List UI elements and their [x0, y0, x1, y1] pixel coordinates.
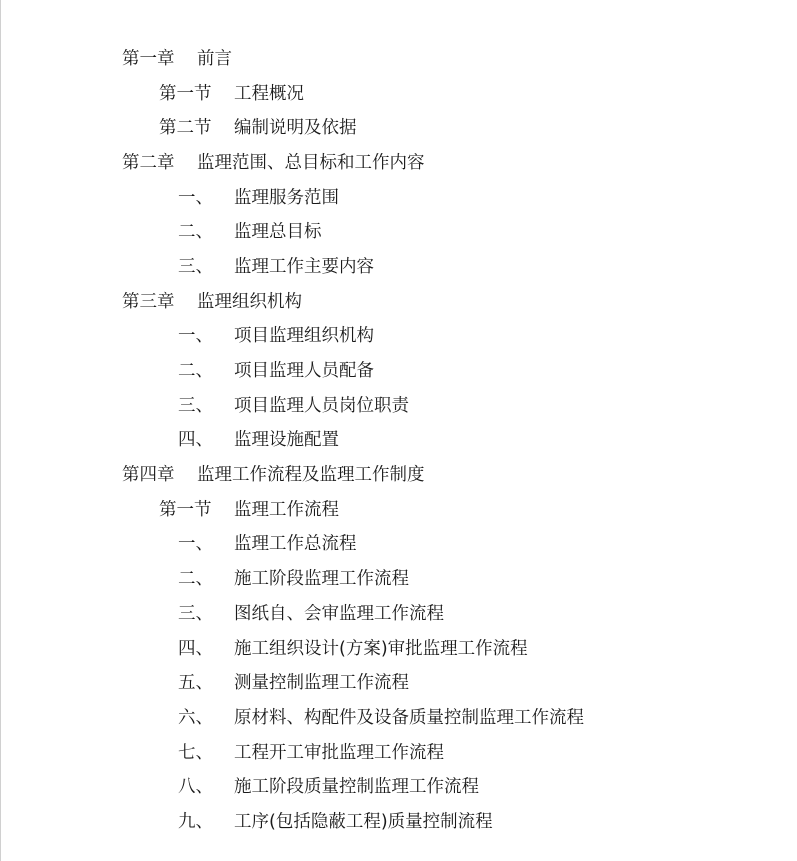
- toc-number: 三、: [178, 603, 213, 624]
- toc-title: 监理范围、总目标和工作内容: [197, 152, 425, 173]
- toc-item: [0, 526, 797, 561]
- toc-title: 监理设施配置: [234, 430, 339, 451]
- toc-title: 图纸自、会审监理工作流程: [234, 603, 444, 624]
- toc-number: 八、: [178, 777, 213, 798]
- toc-item: [0, 248, 797, 283]
- toc-chapter: [0, 456, 797, 491]
- toc-number: 一、: [178, 534, 213, 555]
- toc-number: 七、: [178, 742, 213, 763]
- toc-number: 二、: [178, 569, 213, 590]
- toc-item: [0, 664, 797, 699]
- toc-title: 监理服务范围: [234, 187, 339, 208]
- toc-number: 第二章: [122, 152, 175, 173]
- toc-number: 六、: [178, 707, 213, 728]
- toc-number: 四、: [178, 430, 213, 451]
- toc-number: 第四章: [122, 465, 175, 486]
- toc-item: [0, 768, 797, 803]
- toc-item: [0, 595, 797, 630]
- toc-title: 工程概况: [234, 83, 304, 104]
- toc-item: [0, 734, 797, 769]
- toc-item: [0, 803, 797, 838]
- toc-chapter: [0, 144, 797, 179]
- toc-item: [0, 630, 797, 665]
- toc-title: 监理工作流程及监理工作制度: [197, 465, 425, 486]
- toc-number: 一、: [178, 187, 213, 208]
- toc-number: 二、: [178, 222, 213, 243]
- toc-number: 三、: [178, 256, 213, 277]
- toc-number: 九、: [178, 811, 213, 832]
- toc-title: 施工阶段监理工作流程: [234, 569, 409, 590]
- toc-section: [0, 491, 797, 526]
- toc-item: [0, 699, 797, 734]
- toc-item: [0, 179, 797, 214]
- toc-title: 施工组织设计(方案)审批监理工作流程: [234, 638, 528, 659]
- toc-title: 项目监理人员配备: [234, 361, 374, 382]
- toc-title: 监理工作主要内容: [234, 256, 374, 277]
- toc-number: 四、: [178, 638, 213, 659]
- toc-item: [0, 318, 797, 353]
- toc-title: 施工阶段质量控制监理工作流程: [234, 777, 479, 798]
- toc-title: 测量控制监理工作流程: [234, 673, 409, 694]
- toc-number: 第一节: [159, 83, 212, 104]
- toc-chapter: [0, 283, 797, 318]
- table-of-contents: [0, 40, 797, 838]
- toc-title: 工程开工审批监理工作流程: [234, 742, 444, 763]
- toc-title: 监理工作流程: [234, 499, 339, 520]
- toc-title: 项目监理组织机构: [234, 326, 374, 347]
- toc-title: 工序(包括隐蔽工程)质量控制流程: [234, 811, 493, 832]
- toc-number: 第一章: [122, 48, 175, 69]
- toc-item: [0, 387, 797, 422]
- toc-number: 第一节: [159, 499, 212, 520]
- toc-section: [0, 109, 797, 144]
- toc-title: 项目监理人员岗位职责: [234, 395, 409, 416]
- toc-chapter: [0, 40, 797, 75]
- toc-title: 原材料、构配件及设备质量控制监理工作流程: [234, 707, 584, 728]
- toc-item: [0, 560, 797, 595]
- toc-item: [0, 422, 797, 457]
- toc-number: 第三章: [122, 291, 175, 312]
- toc-title: 编制说明及依据: [234, 118, 357, 139]
- toc-section: [0, 75, 797, 110]
- toc-title: 监理总目标: [234, 222, 322, 243]
- toc-number: 二、: [178, 361, 213, 382]
- toc-item: [0, 213, 797, 248]
- toc-number: 五、: [178, 673, 213, 694]
- toc-number: 第二节: [159, 118, 212, 139]
- toc-number: 一、: [178, 326, 213, 347]
- toc-number: 三、: [178, 395, 213, 416]
- toc-title: 监理工作总流程: [234, 534, 357, 555]
- toc-title: 前言: [197, 48, 232, 69]
- toc-title: 监理组织机构: [197, 291, 302, 312]
- toc-item: [0, 352, 797, 387]
